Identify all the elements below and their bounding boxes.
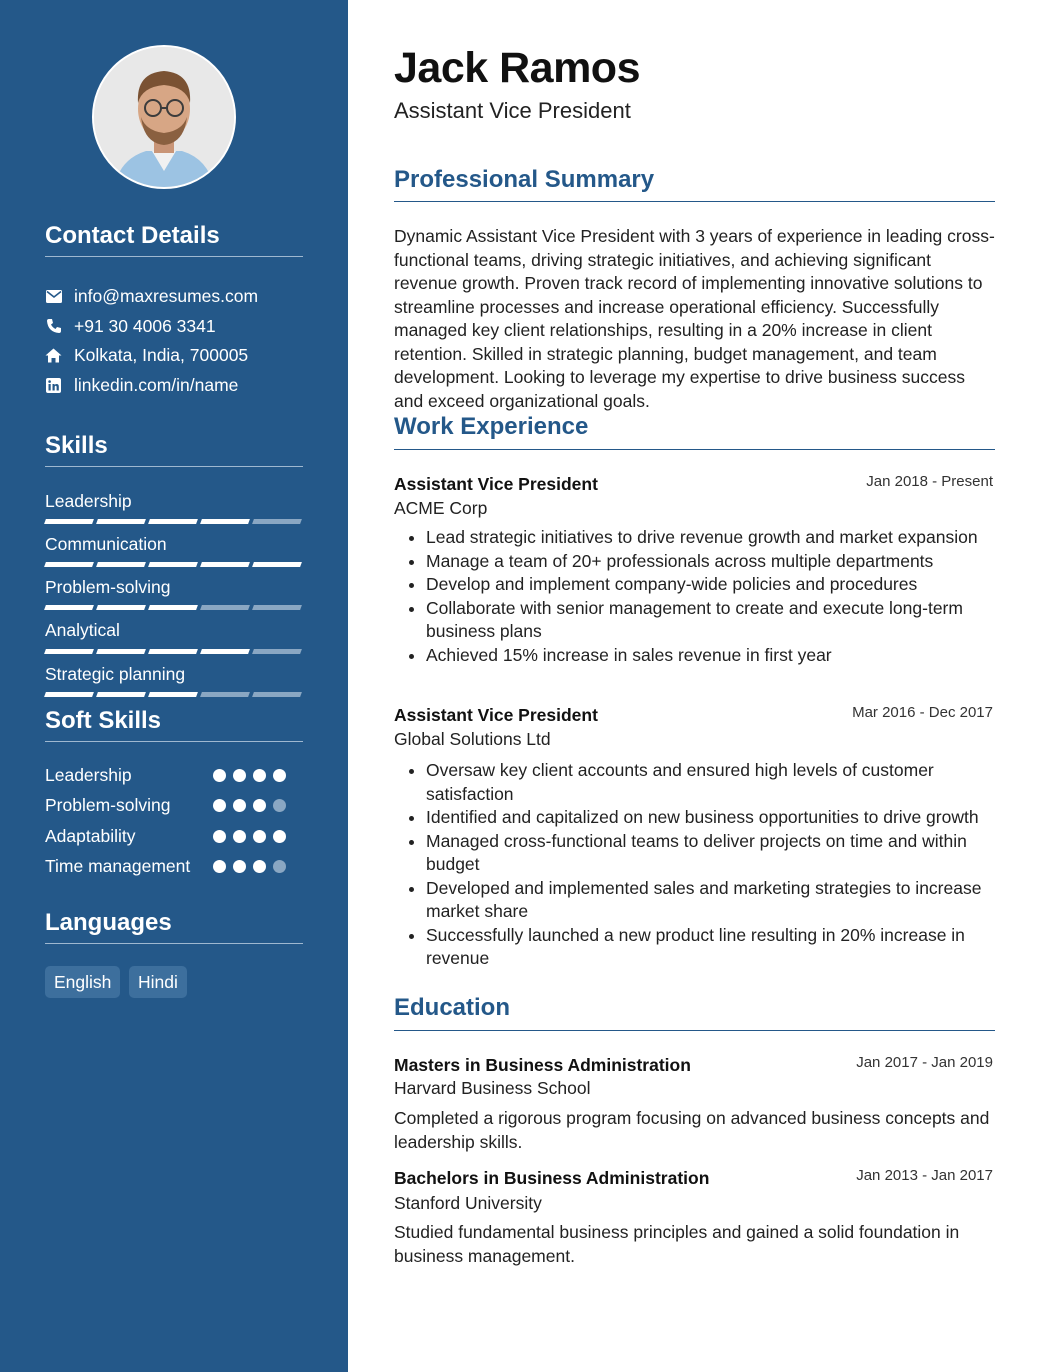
skill-level-segment bbox=[96, 649, 146, 654]
skill-level-segment bbox=[252, 562, 302, 567]
list-item: • Lead strategic initiatives to drive revenue growth and market expansion bbox=[426, 526, 1020, 550]
languages-divider bbox=[45, 943, 303, 944]
skill-level-segment bbox=[44, 692, 94, 697]
summary-divider bbox=[394, 201, 995, 202]
home-icon bbox=[45, 347, 62, 364]
job-title: Assistant Vice President bbox=[394, 474, 598, 494]
soft-skill-dots bbox=[213, 860, 286, 873]
skill-level-segment bbox=[96, 562, 146, 567]
skill-level-segment bbox=[148, 692, 198, 697]
skill-level-segment bbox=[252, 649, 302, 654]
rating-dot bbox=[233, 860, 246, 873]
degree-dates: Jan 2017 - Jan 2019 bbox=[856, 1054, 993, 1071]
list-item: • Successfully launched a new product line resulting in 20% increase in revenue bbox=[426, 924, 1020, 971]
skill-level-bar bbox=[45, 605, 303, 610]
rating-dot bbox=[213, 769, 226, 782]
skill-level-segment bbox=[200, 605, 250, 610]
candidate-name: Jack Ramos bbox=[394, 44, 640, 92]
skill-label: Strategic planning bbox=[45, 664, 186, 684]
skill-level-bar bbox=[45, 649, 303, 654]
rating-dot bbox=[233, 799, 246, 812]
skill-level-segment bbox=[96, 692, 146, 697]
job-bullets bbox=[406, 759, 1020, 971]
profile-photo bbox=[92, 45, 236, 189]
rating-dot bbox=[233, 769, 246, 782]
skill-level-segment bbox=[252, 692, 302, 697]
soft-skill-dots bbox=[213, 830, 286, 843]
skill-level-segment bbox=[96, 605, 146, 610]
list-item: • Identified and capitalized on new business opportunities to drive growth bbox=[426, 806, 1020, 830]
skills-heading: Skills bbox=[45, 432, 108, 459]
degree-description: Studied fundamental business principles and gained a solid foundation in business management. bbox=[394, 1222, 960, 1266]
summary-heading: Professional Summary bbox=[394, 166, 655, 193]
skill-level-segment bbox=[252, 605, 302, 610]
education-divider bbox=[394, 1030, 995, 1031]
rating-dot bbox=[213, 860, 226, 873]
skill-label: Problem-solving bbox=[45, 577, 171, 597]
rating-dot bbox=[253, 799, 266, 812]
job-dates: Mar 2016 - Dec 2017 bbox=[852, 704, 993, 721]
skill-level-segment bbox=[200, 562, 250, 567]
list-item: • Oversaw key client accounts and ensured high levels of customer satisfaction bbox=[426, 759, 1020, 806]
skill-level-segment bbox=[148, 649, 198, 654]
experience-heading: Work Experience bbox=[394, 413, 589, 440]
skills-divider bbox=[45, 466, 303, 467]
contact-address-text: Kolkata, India, 700005 bbox=[74, 344, 249, 365]
envelope-icon bbox=[45, 288, 62, 305]
skill-level-segment bbox=[148, 562, 198, 567]
skill-level-segment bbox=[148, 605, 198, 610]
soft-skill-dots bbox=[213, 769, 286, 782]
skill-level-segment bbox=[200, 649, 250, 654]
list-item: • Achieved 15% increase in sales revenue in first year bbox=[426, 644, 1020, 668]
sidebar bbox=[0, 0, 348, 1372]
education-heading: Education bbox=[394, 994, 511, 1021]
rating-dot bbox=[273, 860, 286, 873]
skill-label: Analytical bbox=[45, 620, 120, 640]
skill-level-bar bbox=[45, 519, 303, 524]
degree-title: Masters in Business Administration bbox=[394, 1055, 691, 1075]
experience-divider bbox=[394, 449, 995, 450]
skill-label: Leadership bbox=[45, 491, 132, 511]
skill-level-segment bbox=[44, 562, 94, 567]
rating-dot bbox=[273, 799, 286, 812]
contact-phone[interactable] bbox=[45, 315, 216, 337]
skill-level-bar bbox=[45, 562, 303, 567]
job-company: ACME Corp bbox=[394, 498, 488, 518]
list-item: • Managed cross-functional teams to deliver projects on time and within budget bbox=[426, 830, 1020, 877]
soft-skills-heading: Soft Skills bbox=[45, 707, 162, 734]
degree-title: Bachelors in Business Administration bbox=[394, 1168, 710, 1188]
school-name: Harvard Business School bbox=[394, 1078, 591, 1098]
languages-heading: Languages bbox=[45, 909, 172, 936]
language-tag-english: English bbox=[45, 966, 120, 998]
contact-heading: Contact Details bbox=[45, 222, 220, 249]
candidate-title: Assistant Vice President bbox=[394, 98, 631, 123]
contact-phone-text: +91 30 4006 3341 bbox=[74, 315, 216, 336]
skill-level-segment bbox=[44, 605, 94, 610]
soft-skill-label: Time management bbox=[45, 856, 191, 876]
skill-level-segment bbox=[96, 519, 146, 524]
rating-dot bbox=[253, 830, 266, 843]
phone-icon bbox=[45, 318, 62, 335]
contact-email-text: info@maxresumes.com bbox=[74, 285, 259, 306]
soft-skill-dots bbox=[213, 799, 286, 812]
list-item: • Collaborate with senior management to create and execute long-term business plans bbox=[426, 597, 1020, 644]
skill-level-segment bbox=[200, 519, 250, 524]
contact-linkedin[interactable] bbox=[45, 374, 238, 396]
job-bullets bbox=[406, 526, 1020, 667]
language-tag-hindi: Hindi bbox=[129, 966, 187, 998]
contact-divider bbox=[45, 256, 303, 257]
school-name: Stanford University bbox=[394, 1193, 542, 1213]
summary-text: Dynamic Assistant Vice President with 3 years of experience in leading cross-functional teams, driving strategic initiatives, and achieving significant revenue growth. Proven track record of implementing innovative solutions to streamline processes and increase operational efficiency. Successfully managed key client relationships, resulting in a 20% increase in client retention. Skilled in strategic planning, budget management, and team development. Looking to leverage my expertise to drive business success and exceed organizational goals. bbox=[394, 226, 995, 411]
list-item: • Manage a team of 20+ professionals across multiple departments bbox=[426, 550, 1020, 574]
soft-skill-label: Problem-solving bbox=[45, 795, 171, 815]
job-dates: Jan 2018 - Present bbox=[866, 473, 993, 490]
skill-level-segment bbox=[44, 649, 94, 654]
rating-dot bbox=[233, 830, 246, 843]
degree-dates: Jan 2013 - Jan 2017 bbox=[856, 1167, 993, 1184]
contact-address bbox=[45, 344, 248, 366]
skill-label: Communication bbox=[45, 534, 167, 554]
skill-level-bar bbox=[45, 692, 303, 697]
job-title: Assistant Vice President bbox=[394, 705, 598, 725]
linkedin-icon bbox=[45, 377, 62, 394]
soft-skill-label: Leadership bbox=[45, 765, 132, 785]
skill-level-segment bbox=[200, 692, 250, 697]
skill-level-segment bbox=[44, 519, 94, 524]
soft-skills-divider bbox=[45, 741, 303, 742]
skill-level-segment bbox=[148, 519, 198, 524]
rating-dot bbox=[213, 799, 226, 812]
degree-description: Completed a rigorous program focusing on advanced business concepts and leadership skills. bbox=[394, 1108, 990, 1152]
contact-email[interactable] bbox=[45, 285, 258, 307]
contact-linkedin-text: linkedin.com/in/name bbox=[74, 374, 239, 395]
soft-skill-label: Adaptability bbox=[45, 826, 136, 846]
rating-dot bbox=[253, 860, 266, 873]
rating-dot bbox=[253, 769, 266, 782]
list-item: • Develop and implement company-wide policies and procedures bbox=[426, 573, 1020, 597]
list-item: • Developed and implemented sales and marketing strategies to increase market share bbox=[426, 877, 1020, 924]
rating-dot bbox=[213, 830, 226, 843]
rating-dot bbox=[273, 830, 286, 843]
job-company: Global Solutions Ltd bbox=[394, 729, 551, 749]
skill-level-segment bbox=[252, 519, 302, 524]
rating-dot bbox=[273, 769, 286, 782]
